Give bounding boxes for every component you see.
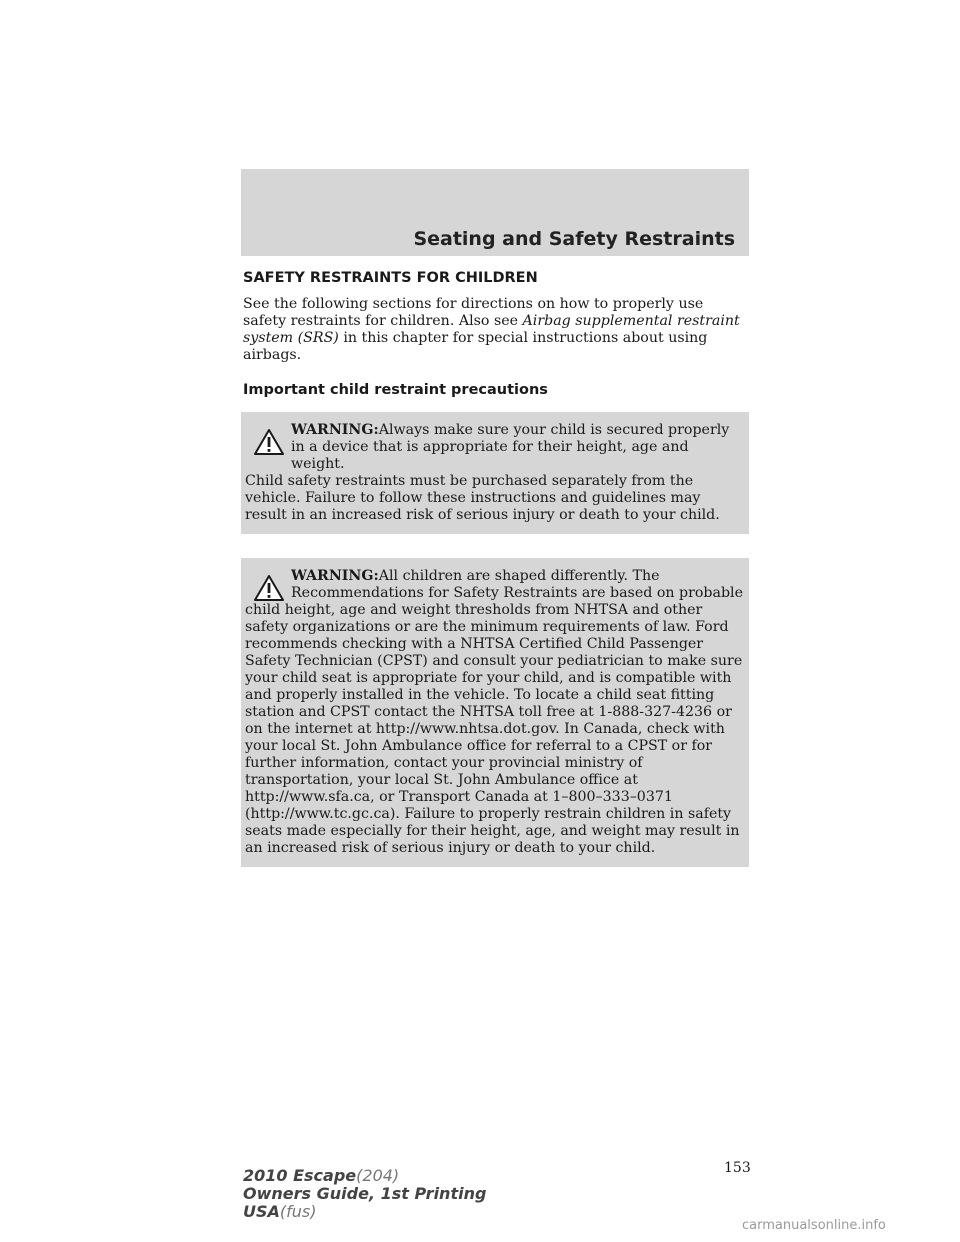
page-content	[243, 270, 749, 867]
chapter-title: Seating and Safety Restraints	[413, 228, 735, 250]
warning-box-2	[241, 558, 749, 867]
intro-paragraph	[243, 296, 749, 364]
section-title: SAFETY RESTRAINTS FOR CHILDREN	[243, 270, 538, 286]
warning-body: Child safety restraints must be purchased separately from the vehicle. Failure to follow these instructions and guidelines may result in an increased risk of serious injury or death to your child.	[245, 473, 720, 523]
warning-lead-text: All children are shaped differently. The Recommendations for Safety Restraints are based on probable	[291, 568, 743, 601]
document-footer	[243, 1167, 486, 1221]
warning-label: WARNING:	[291, 422, 379, 438]
page-number: 153	[724, 1160, 751, 1176]
intro-cross-reference: Airbag supplemental restraint system (SRS)	[243, 313, 740, 346]
footer-line-market	[243, 1203, 486, 1221]
watermark: carmanualsonline.info	[742, 1218, 886, 1233]
warning-body: child height, age and weight thresholds from NHTSA and other safety organizations or are the minimum requirements of law. Ford recommends checking with a NHTSA Certified Child Passenger Safety Technician (CPST) and consult your pediatrician to make sure your child seat is appropriate for your child, and is compatible with and properly installed in the vehicle. To locate a child seat fitting station and CPST contact the NHTSA toll free at 1-888-327-4236 or on the internet at http://www.nhtsa.dot.gov. In Canada, check with your local St. John Ambulance office for referral to a CPST or for further information, contact your provincial ministry of transportation, your local St. John Ambulance office at http://www.sfa.ca, or Transport Canada at 1–800–333–0371 (http://www.tc.gc.ca). Failure to properly restrain children in safety seats made especially for their height, age, and weight may result in an increased risk of serious injury or death to your child.	[245, 602, 743, 856]
footer-market: USA	[243, 1202, 280, 1221]
warning-lead-text: Always make sure your child is secured properly in a device that is appropriate for their height, age and weight.	[291, 422, 730, 472]
warning-triangle-icon	[253, 428, 285, 456]
subsection-title: Important child restraint precautions	[243, 382, 548, 398]
footer-market-code: (fus)	[279, 1202, 317, 1221]
intro-text-start: See the following sections for directions on how to properly use safety restraints for children. Also see	[243, 296, 704, 329]
warning-box-1	[241, 412, 749, 534]
chapter-header-band	[241, 169, 749, 256]
footer-model: 2010 Escape	[243, 1166, 357, 1185]
warning-triangle-icon	[253, 574, 285, 602]
warning-label: WARNING:	[291, 568, 379, 584]
warning-lead	[245, 422, 743, 473]
intro-text-end: in this chapter for special instructions about using airbags.	[243, 330, 708, 363]
footer-model-code: (204)	[356, 1166, 400, 1185]
footer-line-printing: Owners Guide, 1st Printing	[243, 1184, 487, 1203]
warning-lead	[245, 568, 743, 602]
footer-line-model	[243, 1167, 486, 1185]
